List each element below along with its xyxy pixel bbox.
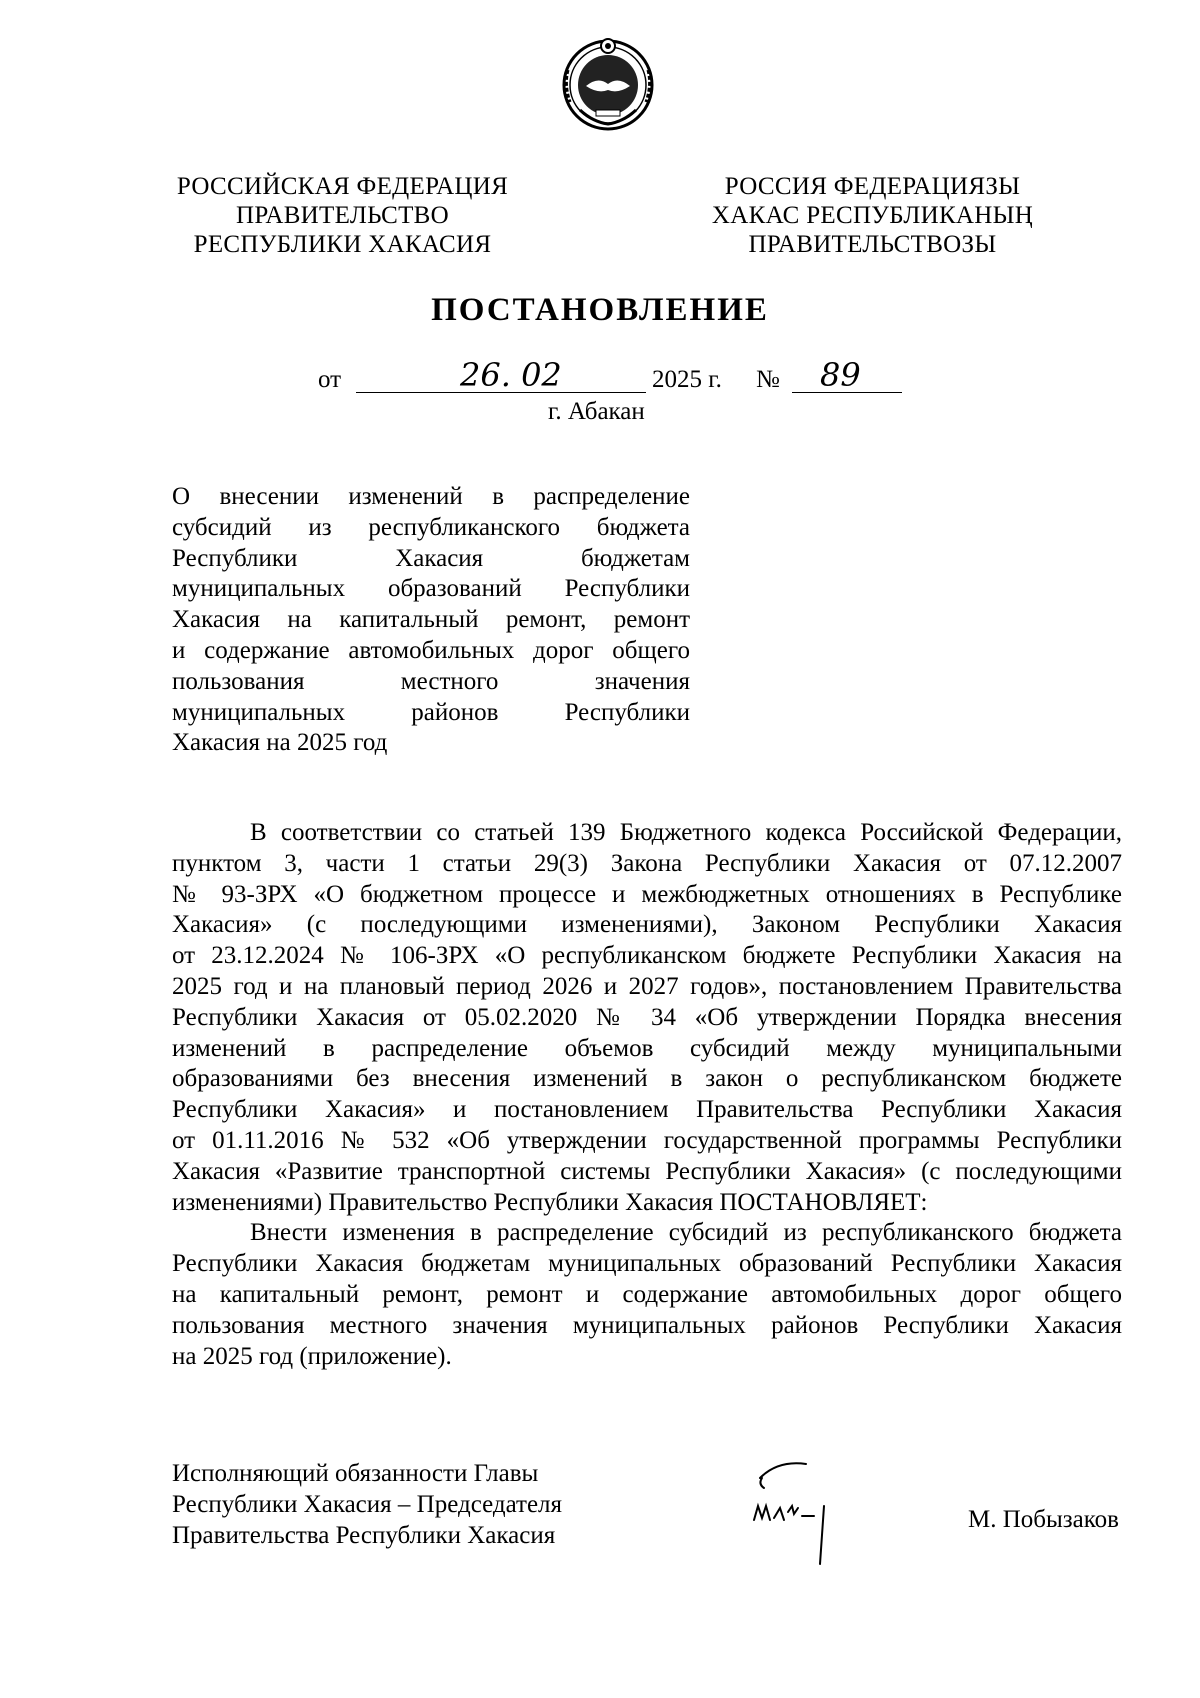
date-prefix: от xyxy=(318,366,342,393)
year-text: 2025 г. xyxy=(652,366,722,393)
body-line: В соответствии со статьей 139 Бюджетного кодекса Российской Федерации, xyxy=(250,819,1122,846)
signer-name: М. Побызаков xyxy=(968,1506,1119,1533)
coat-of-arms-icon xyxy=(558,30,658,140)
subject-line: муниципальных образований Республики xyxy=(172,575,690,603)
body-line: пунктом 3, части 1 статьи 29(3) Закона Республики Хакасия от 07.12.2007 xyxy=(172,849,1122,877)
body-line: Республики Хакасия бюджетам муниципальных образований Республики Хакасия xyxy=(172,1250,1122,1278)
body-line: изменений в распределение объемов субсидий между муниципальными xyxy=(172,1034,1122,1062)
body-line: образованиями без внесения изменений в закон о республиканском бюджете xyxy=(172,1065,1122,1093)
body-line: 2025 год и на плановый период 2026 и 2027 годов», постановлением Правительства xyxy=(172,972,1122,1000)
header-left-line: РОССИЙСКАЯ ФЕДЕРАЦИЯ xyxy=(176,173,509,200)
header-right-line: РОССИЯ ФЕДЕРАЦИЯЗЫ xyxy=(724,173,1021,200)
subject-line: и содержание автомобильных дорог общего xyxy=(172,636,690,664)
body-line: пользования местного значения муниципальных районов Республики Хакасия xyxy=(172,1311,1122,1339)
body-text xyxy=(172,818,1122,1372)
subject-line: Республики Хакасия бюджетам xyxy=(172,544,690,572)
subject-line: О внесении изменений в распределение xyxy=(172,483,690,510)
handwritten-date: 26. 02 xyxy=(460,356,562,394)
header-right-line: ХАКАС РЕСПУБЛИКАНЫҢ xyxy=(711,202,1034,229)
city-name: г. Абакан xyxy=(548,398,645,425)
handwritten-signature xyxy=(748,1448,858,1568)
subject-line: Хакасия на капитальный ремонт, ремонт xyxy=(172,606,690,634)
position-line: Правительства Республики Хакасия xyxy=(172,1522,556,1549)
body-line: № 93-ЗРХ «О бюджетном процессе и межбюджетных отношениях в Республике xyxy=(172,880,1122,908)
document-title: ПОСТАНОВЛЕНИЕ xyxy=(431,292,769,328)
body-line: на капитальный ремонт, ремонт и содержание автомобильных дорог общего xyxy=(172,1280,1122,1308)
handwritten-number: 89 xyxy=(820,356,861,394)
position-line: Исполняющий обязанности Главы xyxy=(172,1460,539,1487)
body-line: от 01.11.2016 № 532 «Об утверждении государственной программы Республики xyxy=(172,1126,1122,1154)
body-line: изменениями) Правительство Республики Хакасия ПОСТАНОВЛЯЕТ: xyxy=(172,1188,928,1216)
body-line: Внести изменения в распределение субсидий из республиканского бюджета xyxy=(250,1219,1122,1247)
body-line: от 23.12.2024 № 106-ЗРХ «О республиканском бюджете Республики Хакасия на xyxy=(172,942,1122,970)
body-line: Хакасия» (с последующими изменениями), Законом Республики Хакасия xyxy=(172,911,1122,939)
subject-line: муниципальных районов Республики xyxy=(172,698,690,726)
body-line: Республики Хакасия» и постановлением Правительства Республики Хакасия xyxy=(172,1096,1122,1124)
body-line: Хакасия «Развитие транспортной системы Республики Хакасия» (с последующими xyxy=(172,1157,1122,1185)
header-left-line: РЕСПУБЛИКИ ХАКАСИЯ xyxy=(193,231,492,258)
header-left-line: ПРАВИТЕЛЬСТВО xyxy=(235,202,450,229)
subject-line: Хакасия на 2025 год xyxy=(172,729,388,757)
position-line: Республики Хакасия – Председателя xyxy=(172,1491,563,1518)
subject-block xyxy=(172,482,690,759)
header-right-block xyxy=(700,172,1045,259)
signatory-position xyxy=(172,1458,562,1551)
subject-line: пользования местного значения xyxy=(172,667,690,695)
subject-line: субсидий из республиканского бюджета xyxy=(172,513,690,541)
header-left-block xyxy=(170,172,515,259)
number-sign: № xyxy=(756,366,780,393)
body-line: на 2025 год (приложение). xyxy=(172,1342,452,1370)
header-right-line: ПРАВИТЕЛЬСТВОЗЫ xyxy=(748,231,997,258)
body-line: Республики Хакасия от 05.02.2020 № 34 «Об утверждении Порядка внесения xyxy=(172,1003,1122,1031)
